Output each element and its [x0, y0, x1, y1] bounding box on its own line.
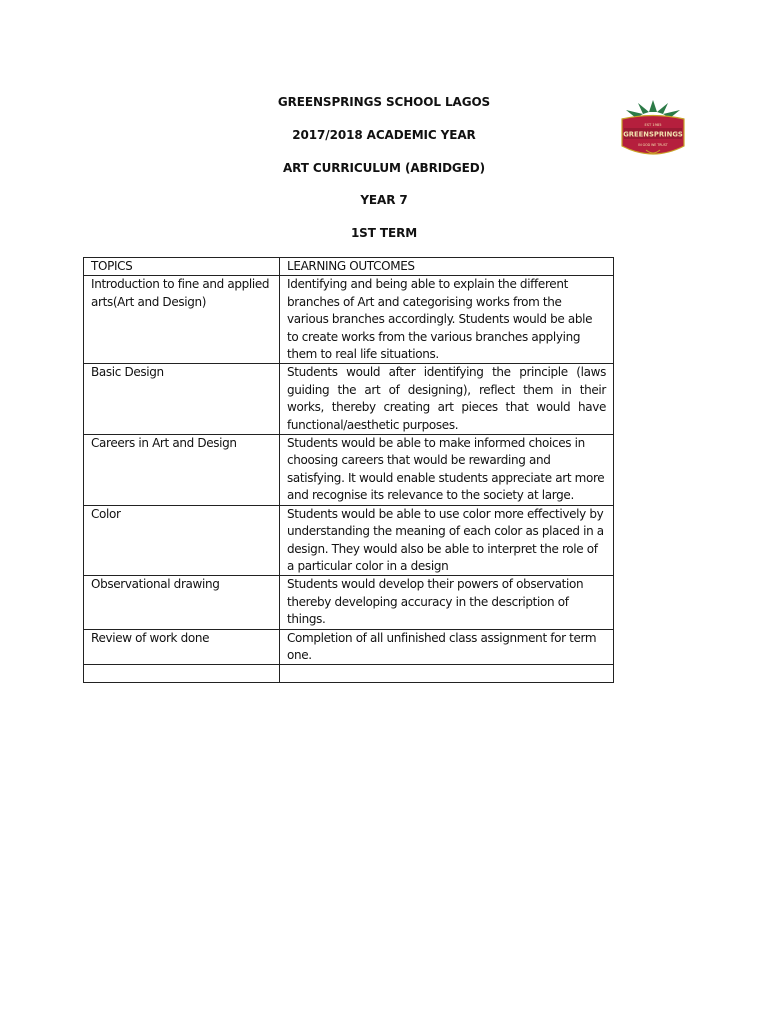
outcome-cell: Completion of all unfinished class assignment for term one.	[280, 629, 614, 665]
topic-cell: Color	[84, 505, 280, 576]
table-row	[84, 276, 614, 364]
table-row	[84, 576, 614, 629]
outcome-cell: Identifying and being able to explain the different branches of Art and categorising works from the various branches accordingly. Students would be able to create works from the various branches applying them to real life situations.	[280, 276, 614, 364]
year-label: YEAR 7	[360, 193, 408, 207]
outcome-cell: Students would develop their powers of observation thereby developing accuracy in the description of things.	[280, 576, 614, 629]
topic-cell: Observational drawing	[84, 576, 280, 629]
term-label: 1ST TERM	[350, 226, 418, 240]
crest-text: GREENSPRINGS	[623, 130, 683, 139]
table-row	[84, 505, 614, 576]
curriculum-table	[83, 257, 614, 683]
school-crest-icon	[616, 96, 690, 170]
curriculum-table-body	[84, 258, 614, 683]
topic-cell: Review of work done	[84, 629, 280, 665]
table-row	[84, 629, 614, 665]
table-header-row	[84, 258, 614, 276]
topic-cell: Introduction to fine and applied arts(Art and Design)	[84, 276, 280, 364]
table-row	[84, 435, 614, 506]
header-topics: TOPICS	[84, 258, 280, 276]
outcome-cell: Students would be able to make informed choices in choosing careers that would be rewarding and satisfying. It would enable students appreciate art more and recognise its relevance to the society at large.	[280, 435, 614, 506]
academic-year: 2017/2018 ACADEMIC YEAR	[292, 128, 476, 142]
topic-cell: Careers in Art and Design	[84, 435, 280, 506]
topic-cell: Basic Design	[84, 364, 280, 435]
crest-motto-text: IN GOD WE TRUST	[638, 143, 668, 147]
outcome-cell: Students would after identifying the principle (laws guiding the art of designing), reflect them in their works, thereby creating art pieces that would have functional/aesthetic purposes.	[280, 364, 614, 435]
outcome-cell: Students would be able to use color more effectively by understanding the meaning of each color as placed in a design. They would also be able to interpret the role of a particular color in a design	[280, 505, 614, 576]
outcome-cell	[280, 665, 614, 683]
table-row	[84, 364, 614, 435]
topic-cell	[84, 665, 280, 683]
school-name: GREENSPRINGS SCHOOL LAGOS	[277, 95, 491, 109]
curriculum-title: ART CURRICULUM (ABRIDGED)	[282, 161, 486, 175]
crest-est-text: EST 1985	[644, 123, 662, 127]
header-learning-outcomes: LEARNING OUTCOMES	[280, 258, 614, 276]
table-row-empty	[84, 665, 614, 683]
